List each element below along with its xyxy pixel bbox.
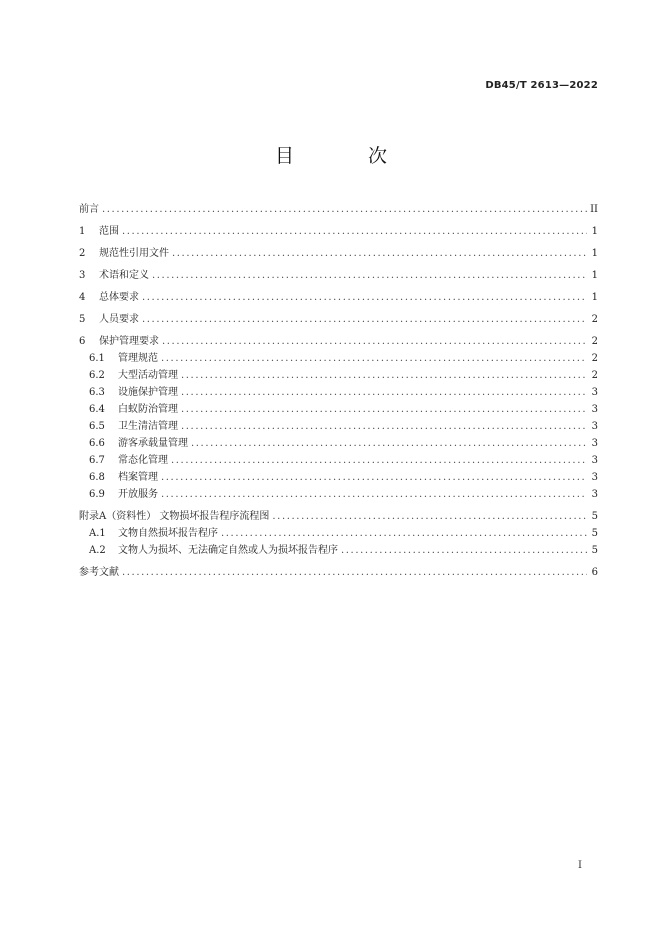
toc-entry-number: 6.3 [89,387,105,398]
toc-entry-number: 6.7 [89,455,105,466]
toc-entry-number: 6.5 [89,421,105,432]
toc-entry-label: 参考文献 [79,567,119,578]
toc-subentry[interactable] [79,435,598,452]
toc-entry-label: 文物人为损坏、无法确定自然或人为损坏报告程序 [118,545,338,556]
toc-entry-page: 3 [591,438,598,449]
dot-leader [181,384,587,401]
toc-subentry[interactable] [79,486,598,503]
dot-leader [122,564,587,581]
toc-entry-page: 1 [591,292,598,303]
toc-entry-page: 2 [591,370,598,381]
toc-entry-number: 6.6 [89,438,105,449]
toc-entry-label: 总体要求 [99,292,139,303]
toc-entry-number: 2 [79,248,86,259]
toc-entry-label: 文物自然损坏报告程序 [118,528,218,539]
toc-entry-page: 2 [591,353,598,364]
page-number: I [578,860,582,871]
toc-entry-number: 3 [79,270,86,281]
toc-entry-label: 设施保护管理 [118,387,178,398]
toc-entry-page: 1 [591,226,598,237]
dot-leader [161,486,587,503]
toc-entry-label: 范围 [99,226,119,237]
toc-entry-label: 游客承载量管理 [118,438,188,449]
dot-leader [142,289,587,306]
toc-entry[interactable] [79,267,598,284]
toc-subentry[interactable] [79,401,598,418]
toc-entry-number: 6.8 [89,472,105,483]
toc-subentry[interactable] [79,418,598,435]
dot-leader [122,223,587,240]
toc-entry-label: 规范性引用文件 [99,248,169,259]
dot-leader [341,542,587,559]
toc-entry[interactable] [79,223,598,240]
toc-entry-page: 3 [591,455,598,466]
toc-entry-number: 6 [79,336,86,347]
toc-entry-page: 2 [591,336,598,347]
toc-entry-label: 常态化管理 [118,455,168,466]
dot-leader [272,508,587,525]
toc-entry-label: 白蚁防治管理 [118,404,178,415]
toc-entry[interactable] [79,245,598,262]
toc-entry[interactable] [79,333,598,350]
page-title: 目 次 [274,145,422,167]
toc-entry-page: 5 [591,528,598,539]
toc-entry[interactable] [79,289,598,306]
toc-entry-label: 卫生清洁管理 [118,421,178,432]
toc-entry-page: 3 [591,421,598,432]
dot-leader [221,525,587,542]
toc-entry[interactable] [79,564,598,581]
dot-leader [181,367,587,384]
toc-subentry[interactable] [79,350,598,367]
dot-leader [161,469,587,486]
dot-leader [181,401,587,418]
toc-entry-label: 附录A（资料性） 文物损坏报告程序流程图 [79,511,270,522]
toc-entry-label: 人员要求 [99,314,139,325]
toc-entry-number: 4 [79,292,86,303]
toc-entry-page: 5 [591,511,598,522]
toc-entry-label: 大型活动管理 [118,370,178,381]
toc-subentry[interactable] [79,542,598,559]
dot-leader [162,333,587,350]
toc-entry-number: 5 [79,314,86,325]
toc-entry-page: 3 [591,472,598,483]
toc-entry-page: 3 [591,404,598,415]
toc-entry-number: A.1 [89,528,106,539]
toc-entry[interactable] [79,508,598,525]
toc-entry-label: 管理规范 [118,353,158,364]
toc-entry-label: 术语和定义 [99,270,149,281]
dot-leader [172,245,587,262]
dot-leader [152,267,587,284]
toc-entry-page: 5 [591,545,598,556]
toc-entry-number: A.2 [89,545,106,556]
toc-entry[interactable] [79,311,598,328]
toc-subentry[interactable] [79,452,598,469]
dot-leader [102,201,587,218]
toc-entry-page: II [590,204,598,215]
dot-leader [171,452,587,469]
toc-entry-page: 1 [591,270,598,281]
toc-entry-page: 3 [591,489,598,500]
toc-entry-page: 2 [591,314,598,325]
toc-entry-page: 1 [591,248,598,259]
dot-leader [191,435,587,452]
toc-entry-page: 6 [591,567,598,578]
toc-entry[interactable] [79,201,598,218]
toc-entry-number: 6.2 [89,370,105,381]
dot-leader [161,350,587,367]
toc-entry-number: 6.9 [89,489,105,500]
toc-subentry[interactable] [79,384,598,401]
toc-entry-label: 档案管理 [118,472,158,483]
toc-entry-label: 前言 [79,204,99,215]
toc-entry-number: 6.4 [89,404,105,415]
document-code: DB45/T 2613—2022 [485,80,598,91]
toc-entry-page: 3 [591,387,598,398]
toc-subentry[interactable] [79,469,598,486]
toc-subentry[interactable] [79,525,598,542]
dot-leader [142,311,587,328]
dot-leader [181,418,587,435]
toc-entry-label: 保护管理要求 [99,336,159,347]
toc-entry-label: 开放服务 [118,489,158,500]
table-of-contents [79,201,598,581]
toc-entry-number: 1 [79,226,86,237]
toc-entry-number: 6.1 [89,353,105,364]
toc-subentry[interactable] [79,367,598,384]
